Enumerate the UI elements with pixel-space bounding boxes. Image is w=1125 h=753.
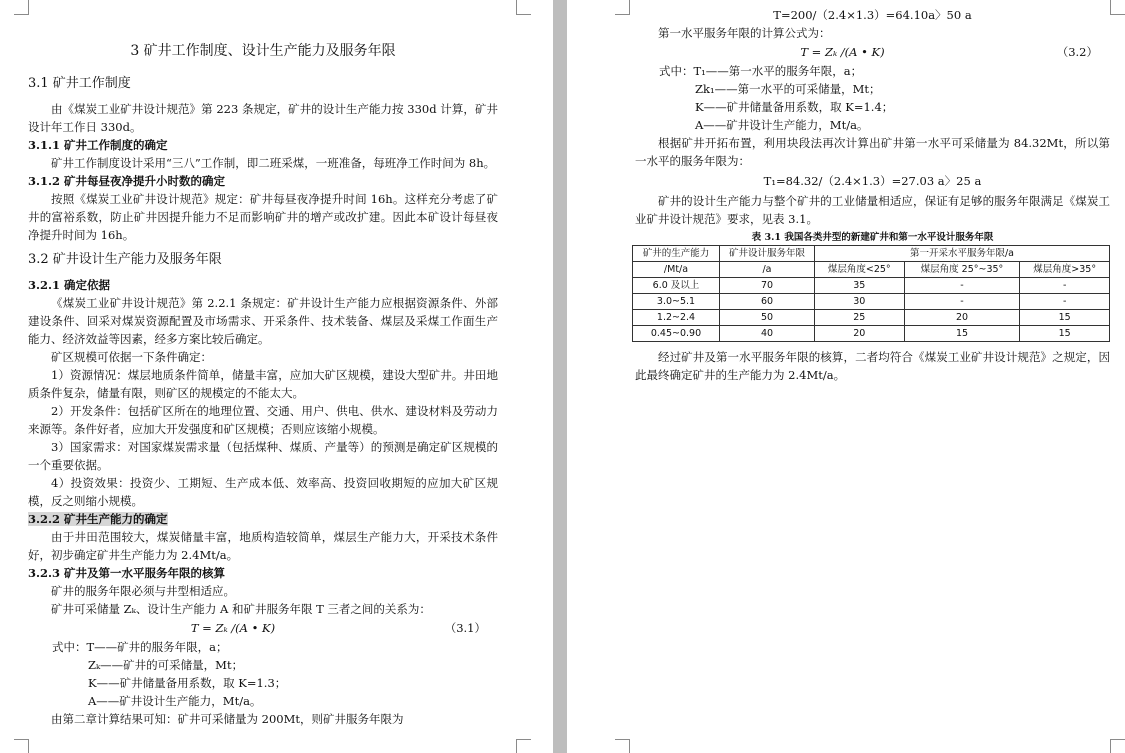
chapter-title: 3 矿井工作制度、设计生产能力及服务年限 <box>130 43 396 59</box>
crop-mark <box>1110 0 1125 15</box>
table-cell: 40 <box>720 326 815 342</box>
formula-3-2 <box>635 42 1110 62</box>
subsection-heading: 3.2.1 确定依据 <box>28 278 111 292</box>
definition-line: K——矿井储量备用系数，取 K=1.3； <box>88 676 287 690</box>
paragraph: 矿井的设计生产能力与整个矿井的工业储量相适应，保证有足够的服务年限满足《煤炭工业矿井设计规范》要求，见表 3.1。 <box>635 194 1110 226</box>
crop-mark <box>1110 739 1125 753</box>
subsection-heading: 3.1.2 矿井每昼夜净提升小时数的确定 <box>28 174 226 188</box>
list-item: 3）国家需求：对国家煤炭需求量（包括煤种、煤质、产量等）的预测是确定矿区规模的一个重要依据。 <box>28 440 498 472</box>
table-header-row <box>633 246 1110 262</box>
service-life-table <box>632 245 1110 342</box>
paragraph: 矿井工作制度设计采用“三八”工作制，即二班采煤，一班准备，每班净工作时间为 8h。 <box>51 156 496 170</box>
paragraph: 经过矿井及第一水平服务年限的核算，二者均符合《煤炭工业矿井设计规范》之规定，因此最终确定矿井的生产能力为 2.4Mt/a。 <box>635 350 1110 382</box>
definition-line: Zk₁——第一水平的可采储量，Mt； <box>695 82 881 96</box>
table-cell: 15 <box>1020 326 1110 342</box>
formula-text: T = Zₖ /(A • K) <box>800 45 885 59</box>
table-cell: 20 <box>815 326 905 342</box>
paragraph: 由于井田范围较大，煤炭储量丰富，地质构造较简单，煤层生产能力大，开采技术条件好，初步确定矿井生产能力为 2.4Mt/a。 <box>28 530 498 562</box>
table-header-cell: 煤层角度>35° <box>1020 262 1110 278</box>
table-cell: 50 <box>720 310 815 326</box>
crop-mark <box>14 0 29 15</box>
paragraph: 矿井可采储量 Zₖ、设计生产能力 A 和矿井服务年限 T 三者之间的关系为： <box>51 602 431 616</box>
formula-number: （3.1） <box>444 621 486 635</box>
table-header-cell: /a <box>720 262 815 278</box>
definition-line: Zₖ——矿井的可采储量，Mt； <box>88 658 244 672</box>
table-cell: 25 <box>815 310 905 326</box>
subsection-heading: 3.1.1 矿井工作制度的确定 <box>28 138 168 152</box>
paragraph: 第一水平服务年限的计算公式为： <box>658 26 831 40</box>
paragraph: 矿井的服务年限必须与井型相适应。 <box>51 584 235 598</box>
definition-line: A——矿井设计生产能力，Mt/a。 <box>695 118 869 132</box>
table-header-cell: 矿井设计服务年限 <box>720 246 815 262</box>
paragraph: 由《煤炭工业矿井设计规范》第 223 条规定，矿井的设计生产能力按 330d 计算，矿井设计年工作日 330d。 <box>28 102 498 134</box>
list-item: 4）投资效果：投资少、工期短、生产成本低、效率高、投资回收期短的应加大矿区规模，反之则缩小规模。 <box>28 476 498 508</box>
table-cell: - <box>1020 278 1110 294</box>
subsection-heading: 3.2.3 矿井及第一水平服务年限的核算 <box>28 566 226 580</box>
paragraph: 《煤炭工业矿井设计规范》第 2.2.1 条规定：矿井设计生产能力应根据资源条件、外部建设条件、回采对煤炭资源配置及市场需求、开采条件、技术装备、煤层及采煤工作面生产能力、经济效益等因素，经多方案比较后确定。 <box>28 296 498 346</box>
calculation-line: T₁=84.32/（2.4×1.3）=27.03 a〉25 a <box>763 174 982 188</box>
section-heading: 3.2 矿井设计生产能力及服务年限 <box>28 252 222 267</box>
table-cell: 35 <box>815 278 905 294</box>
crop-mark <box>615 739 630 753</box>
page-content <box>635 6 1110 384</box>
table-cell: 70 <box>720 278 815 294</box>
definition-line <box>635 62 1110 80</box>
paragraph: 根据矿井开拓布置，利用块段法再次计算出矿井第一水平可采储量为 84.32Mt，所以第一水平的服务年限为： <box>635 136 1110 168</box>
table-cell: 30 <box>815 294 905 310</box>
definition-line <box>28 638 498 656</box>
table-header-cell: 第一开采水平服务年限/a <box>815 246 1110 262</box>
table-cell: - <box>904 278 1020 294</box>
table-row <box>633 278 1110 294</box>
document-page-left <box>0 0 553 753</box>
table-header-cell: /Mt/a <box>633 262 720 278</box>
crop-mark <box>615 0 630 15</box>
table-cell: 6.0 及以上 <box>633 278 720 294</box>
paragraph: 矿区规模可依据一下条件确定： <box>51 350 212 364</box>
table-cell: 15 <box>1020 310 1110 326</box>
formula-number: （3.2） <box>1056 45 1098 59</box>
definition-line: A——矿井设计生产能力，Mt/a。 <box>88 694 262 708</box>
table-cell: 15 <box>904 326 1020 342</box>
formula-text: T = Zₖ /(A • K) <box>190 621 276 635</box>
table-header-row <box>633 262 1110 278</box>
list-item: 1）资源情况：煤层地质条件简单，储量丰富，应加大矿区规模，建设大型矿井。井田地质条件复杂，储量有限，则矿区的规模定的不能太大。 <box>28 368 498 400</box>
page-content <box>28 38 498 728</box>
document-page-right <box>567 0 1125 753</box>
definition-head: 式中： <box>52 640 87 654</box>
table-cell: 60 <box>720 294 815 310</box>
table-header-cell: 煤层角度<25° <box>815 262 905 278</box>
calculation-line: T=200/（2.4×1.3）=64.10a〉50 a <box>773 8 972 22</box>
table-row <box>633 310 1110 326</box>
definition-text: T₁——第一水平的服务年限，a； <box>693 64 863 78</box>
section-heading: 3.1 矿井工作制度 <box>28 76 131 91</box>
table-cell: 1.2~2.4 <box>633 310 720 326</box>
crop-mark <box>516 739 531 753</box>
page-gap <box>553 0 567 753</box>
paragraph: 按照《煤炭工业矿井设计规范》规定：矿井每昼夜净提升时间 16h。这样充分考虑了矿井的富裕系数，防止矿井因提升能力不足而影响矿井的增产或改扩建。因此本矿设计每昼夜净提升时间为 16h。 <box>28 192 498 242</box>
paragraph: 由第二章计算结果可知：矿井可采储量为 200Mt，则矿井服务年限为 <box>51 712 404 726</box>
crop-mark <box>516 0 531 15</box>
table-cell: 3.0~5.1 <box>633 294 720 310</box>
definition-text: T——矿井的服务年限，a； <box>86 640 228 654</box>
heading-text: 3.2.2 矿井生产能力的确定 <box>28 512 168 526</box>
subsection-heading-selected[interactable] <box>28 510 498 528</box>
crop-mark <box>14 739 29 753</box>
formula-3-1 <box>28 618 498 638</box>
table-header-cell: 煤层角度 25°~35° <box>904 262 1020 278</box>
list-item: 2）开发条件：包括矿区所在的地理位置、交通、用户、供电、供水、建设材料及劳动力来源等。条件好者，应加大开发强度和矿区规模；否则应该缩小规模。 <box>28 404 498 436</box>
table-cell: 20 <box>904 310 1020 326</box>
table-row <box>633 326 1110 342</box>
table-row <box>633 294 1110 310</box>
table-caption: 表 3.1 我国各类井型的新建矿井和第一水平设计服务年限 <box>751 232 994 243</box>
definition-line: K——矿井储量备用系数，取 K=1.4； <box>695 100 894 114</box>
table-cell: 0.45~0.90 <box>633 326 720 342</box>
definition-head: 式中： <box>659 64 694 78</box>
table-cell: - <box>904 294 1020 310</box>
table-header-cell: 矿井的生产能力 <box>633 246 720 262</box>
table-cell: - <box>1020 294 1110 310</box>
